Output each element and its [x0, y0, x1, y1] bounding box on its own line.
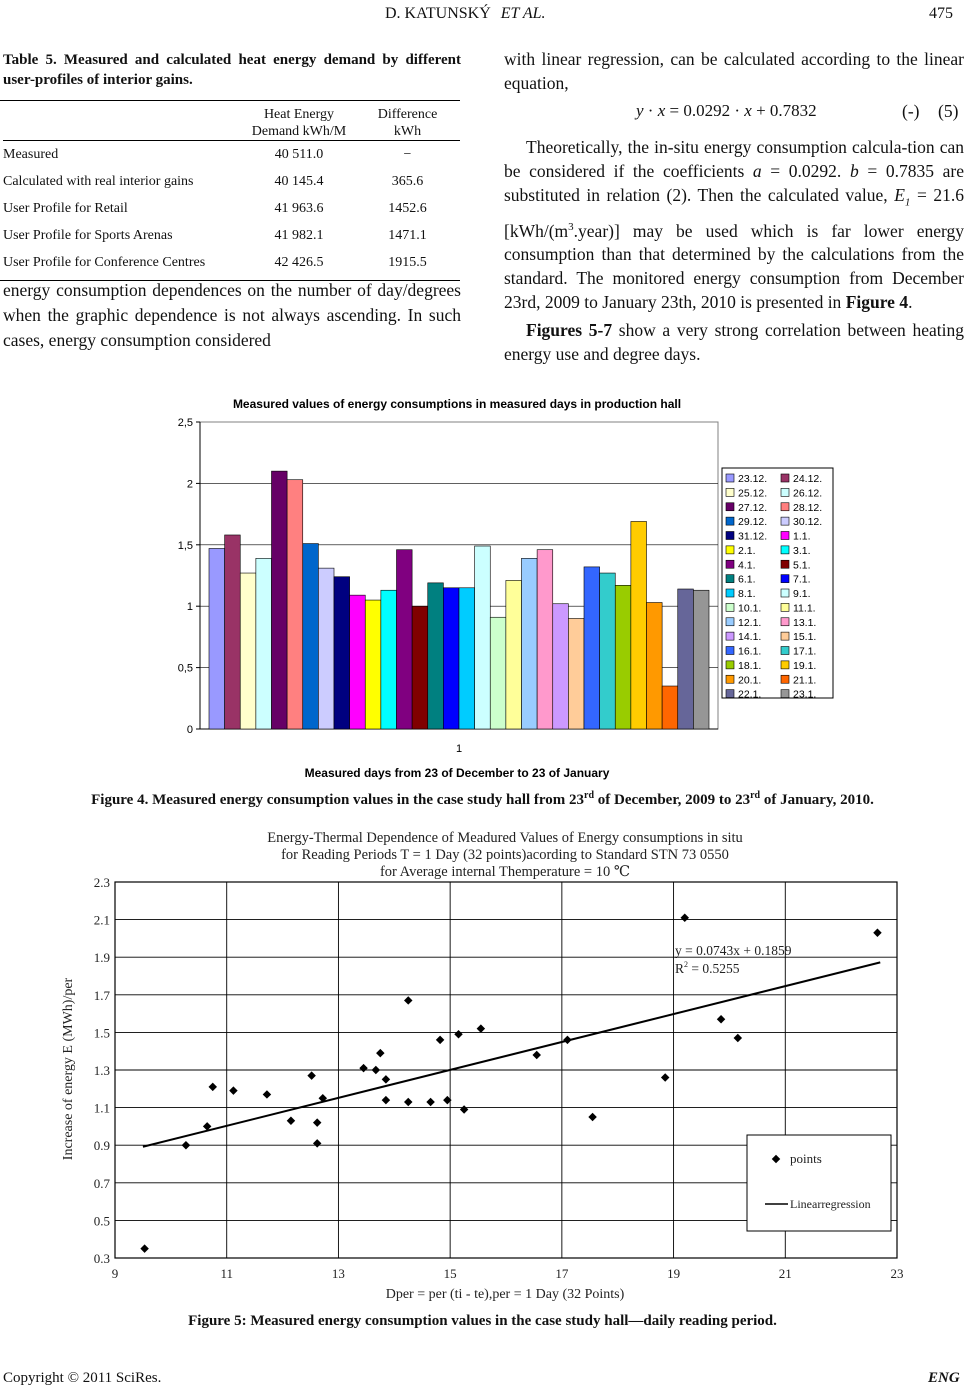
fig4-bar — [631, 521, 647, 729]
fig4-legend-label: 23.1. — [793, 688, 817, 701]
header-demand-line2: Demand kWh/M — [251, 124, 347, 139]
fig4-legend-swatch — [726, 603, 734, 611]
fig4-legend-swatch — [726, 647, 734, 655]
left-paragraph — [3, 278, 461, 353]
equation-5 — [504, 97, 964, 125]
table-header-difference — [355, 106, 460, 141]
fig4-bar — [662, 686, 678, 729]
fig4-legend-swatch — [781, 575, 789, 583]
fig4-legend-label: 12.1. — [738, 616, 762, 629]
fig4-legend-label: 15.1. — [793, 631, 817, 644]
fig5-xtick-label: 13 — [331, 1266, 345, 1281]
fig5-xtick-label: 15 — [443, 1266, 457, 1281]
table-row — [3, 249, 460, 276]
fig4-legend-swatch — [781, 474, 789, 482]
eq-dot1: · — [647, 101, 654, 120]
fig4-legend-label: 14.1. — [738, 631, 762, 644]
table5-caption: Table 5. Measured and calculated heat energy demand by different user-profiles of interior gains. — [3, 52, 461, 88]
row-diff: 1915.5 — [388, 254, 427, 270]
figure5-scatter-chart — [55, 826, 907, 1306]
fig4-legend-swatch — [726, 575, 734, 583]
fig4-legend-swatch — [726, 618, 734, 626]
row-label: Measured — [3, 146, 59, 162]
fig4-bar — [584, 567, 600, 729]
eq-y: y — [636, 101, 644, 120]
fig4-bar — [397, 550, 413, 729]
fig4-legend-swatch — [726, 632, 734, 640]
table-header-row — [3, 106, 460, 141]
p2-text2: = 0.0292. — [761, 161, 850, 181]
fig4-bar — [600, 573, 616, 729]
r2-value: = 0.5255 — [688, 961, 740, 976]
fig5-xtick-label: 17 — [555, 1266, 569, 1281]
fig5-title-line1: Energy-Thermal Dependence of Meadured Values of Energy consumptions in situ — [267, 830, 743, 846]
fig5-xlabel: Dper = per (ti - te),per = 1 Day (32 Points) — [385, 1287, 625, 1302]
fig4-bar — [240, 573, 256, 729]
legend-regression-label: Linearregression — [790, 1197, 871, 1211]
p2-figure-ref: Figure 4 — [845, 292, 909, 313]
fig4-plot-area — [178, 417, 718, 755]
fig4-legend-swatch — [781, 675, 789, 683]
fig5-xtick-label: 23 — [890, 1266, 904, 1281]
fig4-caption-sup2: rd — [750, 790, 761, 801]
p2-text1: Theoretically, the in-situ energy consumption calcula-tion can be considered if the coefficients — [504, 137, 964, 181]
row-demand: 41 963.6 — [274, 200, 324, 216]
fig4-bar — [225, 535, 241, 729]
figure4-caption — [0, 790, 965, 809]
fig4-bar — [506, 580, 522, 729]
fig4-bar — [522, 558, 538, 729]
row-label: User Profile for Sports Arenas — [3, 227, 173, 243]
table5 — [3, 106, 460, 276]
row-demand: 40 511.0 — [274, 146, 324, 162]
fig4-legend-label: 21.1. — [793, 674, 817, 687]
fig4-legend-swatch — [726, 661, 734, 669]
fig4-legend-swatch — [726, 546, 734, 554]
fig4-legend-swatch — [781, 603, 789, 611]
fig4-legend-label: 2.1. — [738, 544, 756, 557]
footer-copyright: Copyright © 2011 SciRes. — [3, 1370, 162, 1386]
p2-b: b — [849, 161, 859, 181]
fig4-legend-swatch — [781, 618, 789, 626]
row-diff: 1452.6 — [388, 200, 427, 216]
right-column — [504, 47, 964, 366]
fig4-legend-swatch — [726, 503, 734, 511]
fig4-legend-swatch — [726, 560, 734, 568]
right-paragraph-3 — [504, 318, 964, 366]
fig5-ylabel: Increase of energy E (MWh)/per — [61, 977, 76, 1161]
p2-sup: 3 — [568, 220, 574, 233]
fig4-legend-label: 11.1. — [793, 602, 816, 615]
fig4-ytick-label: 1,5 — [177, 539, 193, 552]
fig4-title: Measured values of energy consumptions in measured days in production hall — [232, 397, 682, 411]
fig4-legend-label: 17.1. — [793, 645, 817, 658]
fig4-legend-label: 8.1. — [738, 588, 756, 600]
fig4-legend-label: 23.12. — [738, 473, 768, 485]
fig4-legend-swatch — [781, 632, 789, 640]
eq-x2: x — [744, 101, 752, 120]
fig4-bar — [678, 589, 694, 729]
fig4-bar — [350, 595, 366, 729]
figure5-caption: Figure 5: Measured energy consumption values in the case study hall—daily reading period. — [188, 1313, 777, 1329]
fig4-legend-label: 26.12. — [793, 487, 823, 500]
fig4-legend-label: 5.1. — [793, 559, 811, 572]
fig4-legend-label: 1.1. — [793, 530, 811, 543]
fig4-bar — [693, 590, 709, 729]
fig4-bar — [459, 588, 475, 729]
fig4-ytick-label: 2 — [186, 478, 193, 491]
fig5-legend-box — [747, 1135, 891, 1231]
fig5-ytick-label: 0.7 — [93, 1175, 110, 1191]
fig4-legend-label: 18.1. — [738, 659, 762, 672]
fig4-legend-swatch — [781, 589, 789, 597]
fig5-ytick-label: 1.3 — [93, 1063, 110, 1078]
fig4-xlabel: Measured days from 23 of December to 23 of January — [304, 766, 610, 780]
table-row — [3, 195, 460, 222]
fig4-legend-label: 27.12. — [738, 501, 768, 514]
fig5-legend — [747, 1135, 891, 1231]
fig4-bar — [428, 583, 444, 729]
fig4-legend-label: 30.12. — [793, 516, 823, 529]
fig4-ytick-label: 1 — [186, 601, 193, 614]
r2-sup: 2 — [684, 960, 689, 969]
table-row — [3, 222, 460, 249]
table-top-rule — [0, 100, 460, 101]
fig4-caption-c: of January, 2010. — [760, 792, 874, 808]
fig5-ytick-label: 0.9 — [93, 1138, 110, 1154]
row-label: User Profile for Conference Centres — [3, 254, 206, 270]
fig4-legend-label: 28.12. — [793, 501, 823, 514]
row-diff: 1471.1 — [388, 227, 427, 243]
header-diff-line1: Difference — [377, 107, 438, 122]
eq-plus: + — [756, 101, 766, 120]
fig4-caption-b: of December, 2009 to 23 — [594, 792, 751, 808]
row-demand: 40 145.4 — [274, 173, 324, 189]
fig4-legend-swatch — [726, 517, 734, 525]
header-authors: D. KATUNSKÝ — [385, 5, 491, 22]
fig4-bar — [287, 480, 303, 729]
fig4-legend-swatch — [781, 488, 789, 496]
fig4-bar — [365, 600, 381, 729]
p2-sub: 1 — [904, 196, 911, 209]
eq-number: (5) — [938, 101, 959, 121]
fig5-title — [267, 830, 743, 880]
fig4-bar — [475, 546, 491, 729]
footer-journal: ENG — [928, 1370, 960, 1386]
right-paragraph-1: with linear regression, can be calculated according to the linear equation, — [504, 49, 964, 93]
fig4-bar — [412, 606, 428, 729]
fig4-bar — [381, 590, 397, 729]
fig4-legend-label: 22.1. — [738, 688, 762, 701]
fig5-title-line3: for Average internal Themperature = 10 ℃ — [379, 864, 631, 880]
fig4-caption-a: Figure 4. Measured energy consumption values in the case study hall from 23 — [91, 792, 585, 808]
fig4-bar — [490, 617, 506, 729]
fig5-xtick-label: 11 — [220, 1266, 233, 1281]
fig4-bar — [537, 550, 553, 729]
eq-unit: (-) — [902, 101, 920, 121]
fig4-legend-swatch — [781, 532, 789, 540]
r2-prefix: R — [675, 961, 685, 976]
fig4-bar — [615, 585, 631, 729]
eq-x1: x — [657, 101, 666, 120]
eq-equals: = — [669, 101, 680, 120]
fig4-bar — [443, 588, 459, 729]
fig4-legend-label: 13.1. — [793, 616, 817, 629]
fig4-legend-label: 24.12. — [793, 473, 823, 485]
fig4-xtick-label: 1 — [455, 743, 463, 755]
fig4-legend-swatch — [781, 690, 789, 698]
p2-E: E — [894, 185, 905, 205]
p2-text3: = 0.7835 are substituted in relation (2). Then the calculated value, — [504, 161, 964, 205]
row-demand: 41 982.1 — [274, 227, 324, 243]
fig4-bar — [647, 603, 663, 729]
fig4-legend-label: 31.12. — [738, 530, 768, 543]
p2-a: a — [752, 161, 762, 181]
legend-points-label: points — [790, 1151, 822, 1166]
fig4-bar — [209, 548, 225, 729]
page-number: 475 — [929, 5, 953, 22]
header-diff-line2: kWh — [393, 124, 422, 139]
fig4-legend — [722, 468, 833, 701]
fig4-bar — [568, 618, 584, 729]
p3-bold: Figures 5-7 — [526, 320, 613, 341]
fig4-legend-swatch — [781, 517, 789, 525]
equation-body — [636, 99, 817, 123]
fig4-legend-swatch — [781, 503, 789, 511]
fig4-legend-swatch — [726, 532, 734, 540]
table-header-demand — [243, 106, 355, 141]
fig4-legend-swatch — [726, 488, 734, 496]
fig4-bar — [553, 604, 569, 729]
fig5-ytick-label: 2.3 — [93, 875, 110, 890]
fig5-ytick-label: 1.1 — [93, 1100, 110, 1116]
fig4-bar — [303, 544, 319, 729]
fig5-ytick-label: 0.5 — [93, 1213, 110, 1229]
fig4-ytick-label: 0,5 — [177, 662, 193, 675]
fig4-legend-label: 29.12. — [738, 516, 768, 529]
fig4-bar — [256, 558, 272, 729]
row-diff: − — [403, 146, 412, 162]
fig4-legend-label: 25.12. — [738, 487, 768, 500]
fig5-ytick-label: 1.9 — [93, 950, 110, 966]
fig4-legend-label: 10.1. — [738, 602, 762, 615]
fig4-legend-label: 9.1. — [793, 588, 811, 600]
table-row — [3, 141, 460, 169]
fig5-xtick-label: 9 — [111, 1266, 119, 1281]
fig4-legend-label: 20.1. — [738, 674, 762, 687]
header-demand-line1: Heat Energy — [263, 107, 335, 122]
fig5-xtick-label: 21 — [778, 1266, 792, 1281]
fig5-ytick-label: 1.7 — [93, 987, 110, 1003]
fig4-legend-label: 3.1. — [793, 544, 811, 557]
fig4-ytick-label: 0 — [186, 724, 193, 736]
fig4-ytick-label: 2,5 — [177, 417, 193, 429]
fig4-legend-label: 16.1. — [738, 645, 762, 658]
header-et-al: ET AL. — [500, 5, 546, 22]
fig5-title-line2: for Reading Periods T = 1 Day (32 points)acording to Standard STN 73 0550 — [281, 847, 729, 863]
fig4-legend-label: 7.1. — [793, 573, 811, 586]
fig4-legend-swatch — [726, 690, 734, 698]
fig5-ytick-label: 1.5 — [93, 1025, 110, 1041]
fig5-xtick-label: 19 — [667, 1266, 681, 1281]
fig5-regression-equation: y = 0.0743x + 0.1859 — [675, 943, 792, 958]
fig4-bar — [334, 577, 350, 729]
right-paragraph-2 — [504, 135, 964, 314]
fig4-bar — [318, 568, 334, 729]
row-diff: 365.6 — [391, 173, 424, 189]
left-paragraph-text: energy consumption dependences on the number of day/degrees when the graphic dependence is not always ascending. In such cases, energy consumption considered — [3, 280, 461, 350]
table-row — [3, 168, 460, 195]
fig4-legend-swatch — [726, 474, 734, 482]
p2-text5: .year)] may be used which is far lower energy consumption than that determined by the calculations from the standard. The monitored energy consumption from December 23rd, 2009 to January 23th, 2010 is presented in — [504, 220, 964, 313]
fig4-legend-swatch — [726, 589, 734, 597]
p2-text4: = 21.6 [kWh/(m — [504, 185, 964, 241]
table-header-empty — [3, 106, 243, 141]
row-demand: 42 426.5 — [274, 254, 324, 270]
fig4-caption-sup1: rd — [584, 790, 595, 801]
fig4-legend-label: 6.1. — [738, 573, 756, 586]
eq-coef-a: 0.0292 — [683, 101, 731, 120]
running-header — [385, 5, 546, 23]
p2-text6: . — [908, 292, 913, 313]
fig4-legend-swatch — [781, 546, 789, 554]
fig5-ytick-label: 2.1 — [93, 912, 110, 928]
p3-rest: show a very strong correlation between heating energy use and degree days. — [504, 320, 964, 365]
row-label: Calculated with real interior gains — [3, 173, 194, 189]
eq-dot2: · — [734, 101, 741, 120]
fig4-legend-swatch — [781, 647, 789, 655]
figure4-bar-chart — [140, 392, 840, 784]
eq-coef-b: 0.7832 — [769, 101, 817, 120]
fig4-bar — [272, 471, 288, 729]
fig4-legend-swatch — [781, 661, 789, 669]
fig4-legend-swatch — [726, 675, 734, 683]
fig4-legend-swatch — [781, 560, 789, 568]
row-label: User Profile for Retail — [3, 200, 128, 216]
fig5-ytick-label: 0.3 — [93, 1251, 110, 1266]
fig4-legend-label: 19.1. — [793, 659, 817, 672]
fig4-legend-label: 4.1. — [738, 559, 756, 572]
